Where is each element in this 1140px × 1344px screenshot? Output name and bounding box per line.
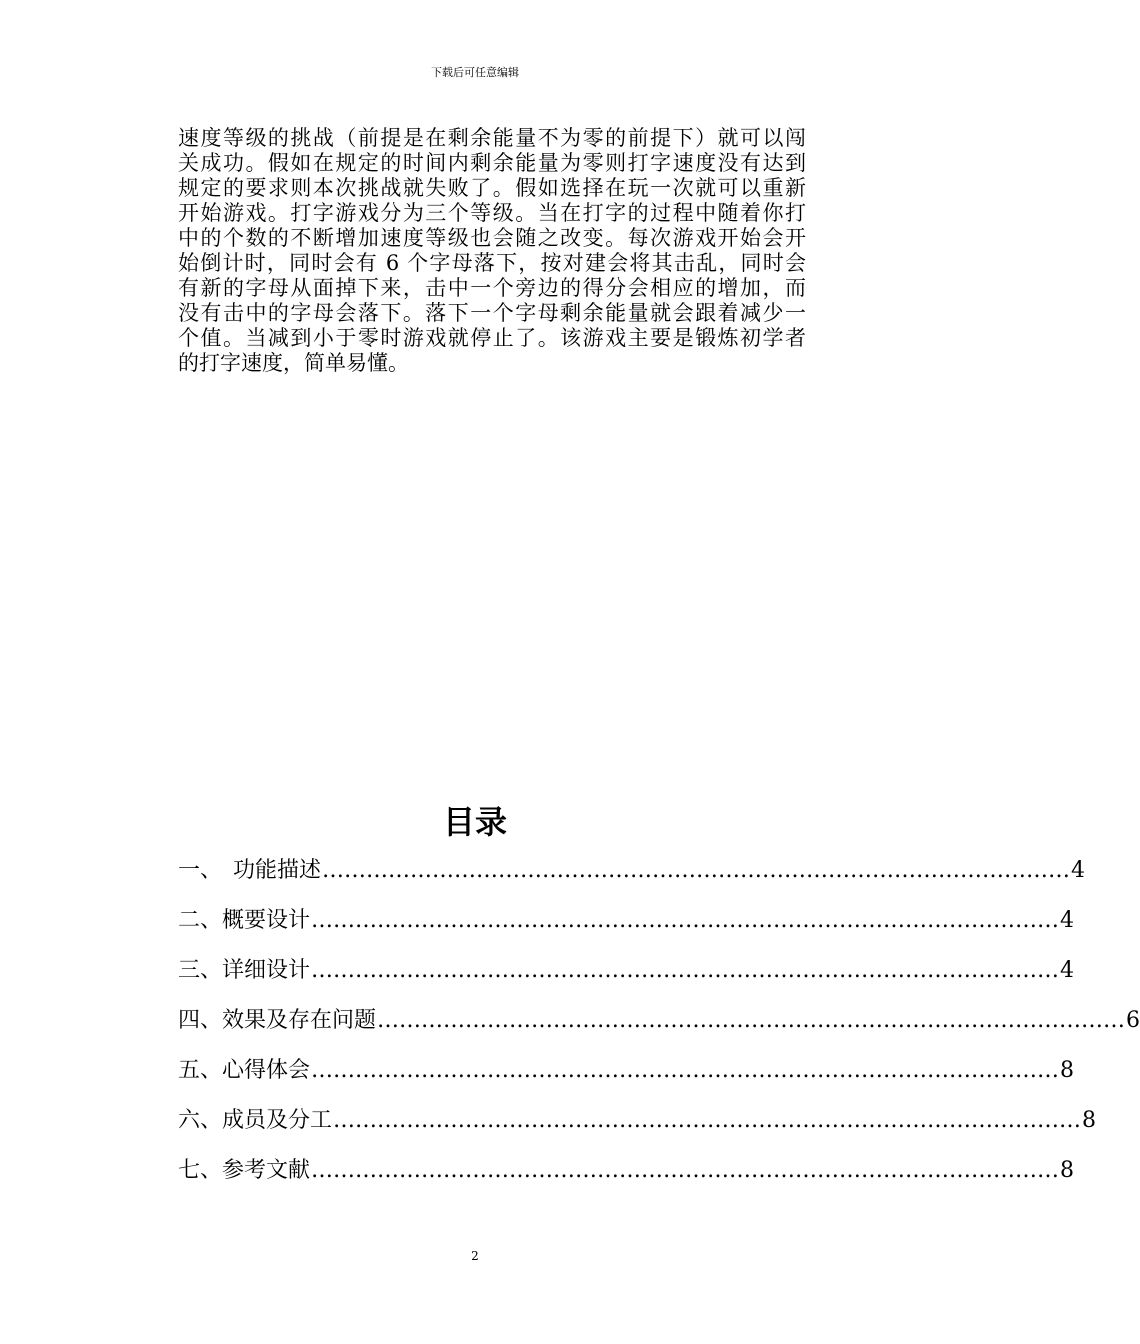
- toc-item-label: 四、效果及存在问题: [178, 1008, 377, 1033]
- toc-item-label: 三、详细设计: [178, 958, 311, 983]
- body-line: 中的个数的不断增加速度等级也会随之改变。每次游戏开始会开: [178, 226, 806, 250]
- toc-leader-dots: …………………………………………………………………………………………: [311, 1158, 1060, 1183]
- toc-item-page: 4: [1060, 908, 1075, 933]
- toc-item[interactable]: [178, 1150, 1075, 1200]
- page-number: 2: [471, 1249, 479, 1263]
- page-header: 下载后可任意编辑: [431, 66, 519, 79]
- body-line: 速度等级的挑战（前提是在剩余能量不为零的前提下）就可以闯: [178, 126, 806, 150]
- toc-item[interactable]: [178, 1100, 1097, 1150]
- body-line-last: 的打字速度，简单易懂。: [178, 351, 409, 375]
- toc-leader-dots: …………………………………………………………………………………………: [311, 958, 1060, 983]
- toc-item-label: 六、成员及分工: [178, 1108, 333, 1133]
- toc-item-label: 二、概要设计: [178, 908, 311, 933]
- toc-item-page: 8: [1082, 1108, 1097, 1133]
- body-line: 没有击中的字母会落下。落下一个字母剩余能量就会跟着减少一: [178, 301, 806, 325]
- toc-item[interactable]: [178, 1000, 1140, 1050]
- toc-item-label: 七、参考文献: [178, 1158, 311, 1183]
- toc-item[interactable]: [178, 900, 1075, 950]
- table-of-contents: [178, 850, 1140, 1200]
- toc-item-label: 一、 功能描述: [178, 858, 322, 883]
- body-line: 有新的字母从面掉下来，击中一个旁边的得分会相应的增加，而: [178, 276, 806, 300]
- toc-title: 目录: [442, 803, 507, 841]
- toc-leader-dots: …………………………………………………………………………………………: [311, 1058, 1060, 1083]
- toc-item-page: 4: [1060, 958, 1075, 983]
- body-line: 个值。当减到小于零时游戏就停止了。该游戏主要是锻炼初学者: [178, 326, 806, 350]
- toc-item-page: 8: [1060, 1158, 1075, 1183]
- toc-leader-dots: …………………………………………………………………………………………: [377, 1008, 1126, 1033]
- toc-item-page: 4: [1071, 858, 1086, 883]
- body-line: 始倒计时，同时会有 6 个字母落下，按对建会将其击乱，同时会: [178, 251, 806, 275]
- toc-item-page: 6: [1126, 1008, 1140, 1033]
- toc-item-page: 8: [1060, 1058, 1075, 1083]
- toc-leader-dots: …………………………………………………………………………………………: [333, 1108, 1082, 1133]
- toc-leader-dots: …………………………………………………………………………………………: [322, 858, 1071, 883]
- toc-item[interactable]: [178, 850, 1086, 900]
- body-line: 规定的要求则本次挑战就失败了。假如选择在玩一次就可以重新: [178, 176, 806, 200]
- toc-item[interactable]: [178, 1050, 1075, 1100]
- toc-leader-dots: …………………………………………………………………………………………: [311, 908, 1060, 933]
- body-line: 关成功。假如在规定的时间内剩余能量为零则打字速度没有达到: [178, 151, 806, 175]
- toc-item-label: 五、心得体会: [178, 1058, 311, 1083]
- body-paragraph: [178, 126, 806, 376]
- body-line: 开始游戏。打字游戏分为三个等级。当在打字的过程中随着你打: [178, 201, 806, 225]
- toc-item[interactable]: [178, 950, 1075, 1000]
